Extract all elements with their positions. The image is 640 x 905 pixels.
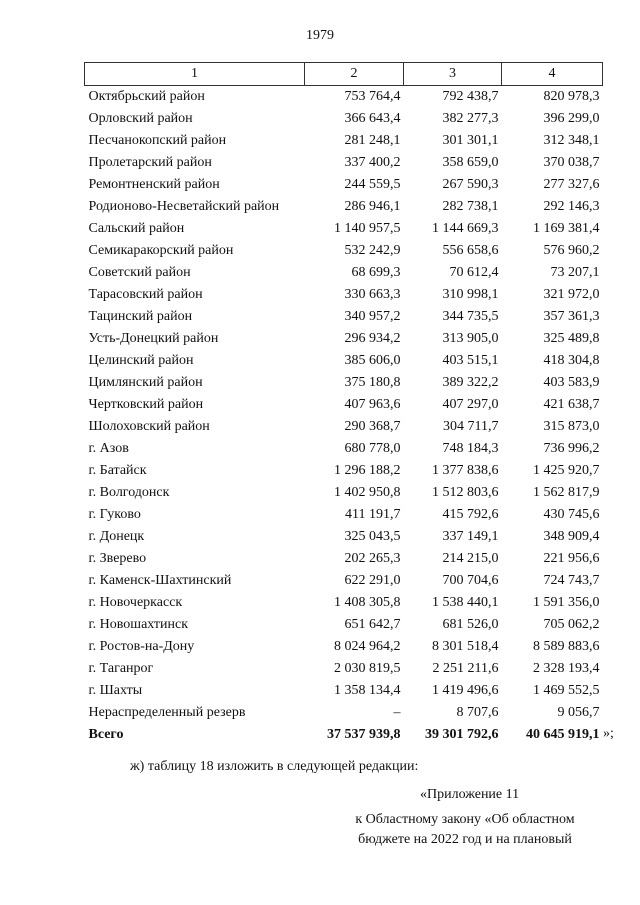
amendment-instruction: ж) таблицу 18 изложить в следующей редакции: [130, 759, 419, 774]
row-value-2024: 73 207,1 [550, 265, 600, 280]
row-value-2023: 301 301,1 [442, 133, 499, 148]
row-value-2024: 820 978,3 [543, 89, 600, 104]
table-row [85, 570, 603, 592]
row-name: г. Волгодонск [88, 485, 170, 500]
table-row [85, 680, 603, 702]
row-value-2023: 70 612,4 [449, 265, 499, 280]
row-name: г. Новошахтинск [88, 617, 189, 632]
row-value-2024: 9 056,7 [557, 705, 600, 720]
table-row [85, 306, 603, 328]
page-number: 1979 [306, 28, 334, 43]
row-value-2024: 1 425 920,7 [533, 463, 600, 478]
row-name: Сальский район [88, 221, 185, 236]
table-row [85, 372, 603, 394]
table-row [85, 284, 603, 306]
row-value-2022: 407 963,6 [344, 397, 401, 412]
row-name: г. Каменск-Шахтинский [88, 573, 232, 588]
total-value-2022: 37 537 939,8 [327, 727, 401, 742]
row-value-2023: 267 590,3 [442, 177, 499, 192]
row-value-2022: 68 699,3 [351, 265, 401, 280]
row-name: Цимлянский район [88, 375, 203, 390]
row-value-2022: 2 030 819,5 [334, 661, 401, 676]
row-value-2022: – [393, 705, 401, 720]
row-name: г. Шахты [88, 683, 143, 698]
table-row [85, 152, 603, 174]
row-name: Ремонтненский район [88, 177, 220, 192]
row-value-2024: 1 469 552,5 [533, 683, 600, 698]
row-value-2024: 1 591 356,0 [533, 595, 600, 610]
row-value-2024: 421 638,7 [543, 397, 600, 412]
row-name: г. Новочеркасск [88, 595, 183, 610]
row-value-2023: 556 658,6 [442, 243, 499, 258]
row-name: Усть-Донецкий район [88, 331, 219, 346]
row-value-2024: 418 304,8 [543, 353, 600, 368]
row-value-2022: 1 140 957,5 [334, 221, 401, 236]
row-value-2023: 1 419 496,6 [432, 683, 499, 698]
row-name: г. Гуково [88, 507, 141, 522]
row-name: Родионово-Несветайский район [88, 199, 280, 214]
header-col-1: 1 [85, 63, 305, 86]
row-value-2022: 753 764,4 [344, 89, 401, 104]
row-value-2023: 407 297,0 [442, 397, 499, 412]
row-value-2023: 382 277,3 [442, 111, 499, 126]
row-value-2024: 357 361,3 [543, 309, 600, 324]
row-value-2022: 385 606,0 [344, 353, 401, 368]
row-value-2023: 1 144 669,3 [432, 221, 499, 236]
appendix-subtitle-line-2: бюджете на 2022 год и на плановый [358, 832, 572, 847]
appendix-subtitle [330, 810, 600, 850]
row-value-2023: 1 512 803,6 [432, 485, 499, 500]
row-value-2023: 748 184,3 [442, 441, 499, 456]
row-value-2022: 680 778,0 [344, 441, 401, 456]
total-value-2024: 40 645 919,1 [526, 727, 600, 742]
row-value-2023: 2 251 211,6 [432, 661, 499, 676]
appendix-title: «Приложение 11 [420, 787, 520, 802]
row-name: Целинский район [88, 353, 194, 368]
table-header [85, 63, 603, 86]
row-value-2022: 244 559,5 [344, 177, 401, 192]
row-value-2024: 277 327,6 [543, 177, 600, 192]
table-row [85, 548, 603, 570]
row-value-2023: 358 659,0 [442, 155, 499, 170]
row-value-2022: 366 643,4 [344, 111, 401, 126]
table-body [85, 86, 603, 747]
budget-table [84, 62, 603, 746]
row-name: г. Таганрог [88, 661, 154, 676]
row-value-2024: 1 169 381,4 [533, 221, 600, 236]
row-value-2022: 532 242,9 [344, 243, 401, 258]
row-value-2023: 214 215,0 [442, 551, 499, 566]
row-value-2022: 1 402 950,8 [334, 485, 401, 500]
row-value-2022: 1 408 305,8 [334, 595, 401, 610]
row-name: Семикаракорский район [88, 243, 234, 258]
total-value-2023: 39 301 792,6 [425, 727, 499, 742]
row-value-2022: 286 946,1 [344, 199, 401, 214]
row-value-2022: 290 368,7 [344, 419, 401, 434]
row-name: г. Донецк [88, 529, 145, 544]
table-row [85, 482, 603, 504]
total-row [85, 724, 603, 746]
row-value-2024: 315 873,0 [543, 419, 600, 434]
table-row [85, 658, 603, 680]
table-row [85, 394, 603, 416]
table-row [85, 460, 603, 482]
row-value-2024: 8 589 883,6 [533, 639, 600, 654]
row-value-2023: 313 905,0 [442, 331, 499, 346]
row-name: Песчанокопский район [88, 133, 227, 148]
header-col-3: 3 [404, 63, 502, 86]
row-value-2022: 411 191,7 [345, 507, 401, 522]
row-name: Советский район [88, 265, 191, 280]
row-value-2024: 312 348,1 [543, 133, 600, 148]
row-name: г. Батайск [88, 463, 147, 478]
row-name: Орловский район [88, 111, 193, 126]
row-value-2022: 1 358 134,4 [334, 683, 401, 698]
row-value-2023: 415 792,6 [442, 507, 499, 522]
table-row [85, 218, 603, 240]
row-value-2024: 1 562 817,9 [533, 485, 600, 500]
table-row [85, 328, 603, 350]
row-value-2022: 8 024 964,2 [334, 639, 401, 654]
row-value-2024: 396 299,0 [543, 111, 600, 126]
row-value-2023: 1 377 838,6 [432, 463, 499, 478]
table-row [85, 592, 603, 614]
row-name: Тацинский район [88, 309, 193, 324]
header-col-4: 4 [502, 63, 603, 86]
row-value-2022: 337 400,2 [344, 155, 401, 170]
total-label: Всего [88, 727, 124, 742]
row-value-2023: 8 301 518,4 [432, 639, 499, 654]
row-name: г. Зверево [88, 551, 147, 566]
row-value-2023: 700 704,6 [442, 573, 499, 588]
row-value-2022: 375 180,8 [344, 375, 401, 390]
row-value-2023: 792 438,7 [442, 89, 499, 104]
row-value-2024: 370 038,7 [543, 155, 600, 170]
table-row [85, 702, 603, 724]
row-value-2023: 282 738,1 [442, 199, 499, 214]
row-value-2024: 292 146,3 [543, 199, 600, 214]
row-value-2022: 1 296 188,2 [334, 463, 401, 478]
table-row [85, 86, 603, 109]
row-value-2022: 325 043,5 [344, 529, 401, 544]
row-value-2022: 622 291,0 [344, 573, 401, 588]
table-row [85, 636, 603, 658]
row-value-2022: 202 265,3 [344, 551, 401, 566]
row-name: г. Ростов-на-Дону [88, 639, 195, 654]
table-row [85, 526, 603, 548]
row-name: Шолоховский район [88, 419, 210, 434]
header-col-2: 2 [305, 63, 404, 86]
row-value-2024: 221 956,6 [543, 551, 600, 566]
row-name: Нераспределенный резерв [88, 705, 246, 720]
row-value-2023: 344 735,5 [442, 309, 499, 324]
row-value-2023: 8 707,6 [456, 705, 499, 720]
row-value-2023: 403 515,1 [442, 353, 499, 368]
appendix-subtitle-line-1: к Областному закону «Об областном [355, 812, 575, 827]
table-row [85, 504, 603, 526]
row-value-2024: 576 960,2 [543, 243, 600, 258]
row-value-2023: 389 322,2 [442, 375, 499, 390]
table-row [85, 614, 603, 636]
row-name: Чертковский район [88, 397, 204, 412]
table-row [85, 438, 603, 460]
row-value-2024: 321 972,0 [543, 287, 600, 302]
row-value-2024: 325 489,8 [543, 331, 600, 346]
row-value-2024: 348 909,4 [543, 529, 600, 544]
total-closing-quote: »; [603, 726, 614, 741]
table-row [85, 350, 603, 372]
row-value-2024: 403 583,9 [543, 375, 600, 390]
row-value-2022: 651 642,7 [344, 617, 401, 632]
row-value-2022: 296 934,2 [344, 331, 401, 346]
table-row [85, 196, 603, 218]
row-name: Пролетарский район [88, 155, 212, 170]
row-value-2023: 310 998,1 [442, 287, 499, 302]
row-name: г. Азов [88, 441, 129, 456]
row-value-2022: 281 248,1 [344, 133, 401, 148]
row-value-2024: 430 745,6 [543, 507, 600, 522]
row-value-2023: 681 526,0 [442, 617, 499, 632]
row-value-2024: 2 328 193,4 [533, 661, 600, 676]
row-value-2024: 705 062,2 [543, 617, 600, 632]
row-name: Октябрьский район [88, 89, 205, 104]
table-row [85, 262, 603, 284]
row-value-2023: 1 538 440,1 [432, 595, 499, 610]
table-row [85, 240, 603, 262]
row-value-2023: 337 149,1 [442, 529, 499, 544]
row-value-2023: 304 711,7 [443, 419, 499, 434]
row-name: Тарасовский район [88, 287, 203, 302]
row-value-2022: 340 957,2 [344, 309, 401, 324]
table-row [85, 174, 603, 196]
table-row [85, 108, 603, 130]
row-value-2022: 330 663,3 [344, 287, 401, 302]
row-value-2024: 736 996,2 [543, 441, 600, 456]
row-value-2024: 724 743,7 [543, 573, 600, 588]
table-row [85, 416, 603, 438]
table-row [85, 130, 603, 152]
